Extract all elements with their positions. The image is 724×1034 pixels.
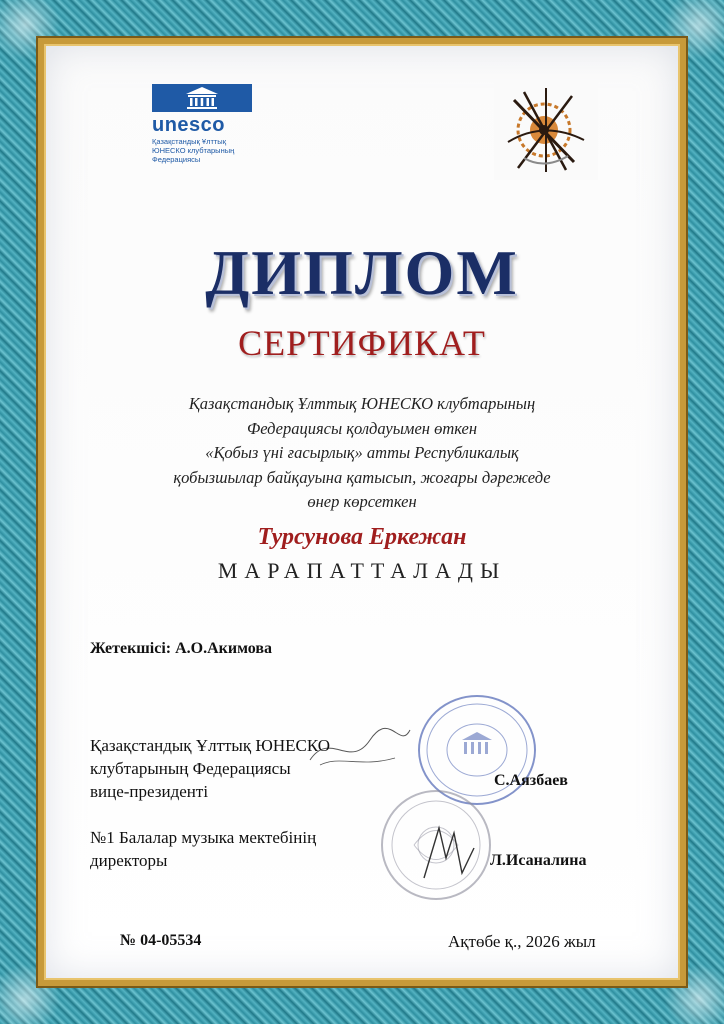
vice-president-title-line: вице-президенті — [90, 782, 209, 801]
award-verb: МАРАПАТТАЛАДЫ — [217, 558, 507, 583]
director-title — [90, 826, 390, 872]
unesco-wordmark: unesco — [152, 114, 226, 136]
certificate-number: № 04-05534 — [120, 932, 202, 949]
director-name: Л.Исаналина — [490, 852, 587, 869]
award-description — [100, 392, 624, 515]
place-and-year: Ақтөбе қ., 2026 жыл — [448, 932, 596, 951]
vice-president-name: С.Аязбаев — [494, 772, 568, 789]
unesco-subtitle-line: ЮНЕСКО клубтарының — [152, 146, 235, 155]
unesco-temple-icon — [152, 84, 252, 112]
vice-president-title — [90, 734, 420, 803]
description-line: өнер көрсеткен — [307, 492, 417, 511]
certificate-subtitle: СЕРТИФИКАТ — [238, 323, 486, 363]
director-title-line: директоры — [90, 851, 168, 870]
kobyz-festival-logo — [494, 80, 598, 180]
unesco-subtitle-line: Қазақстандық Ұлттық — [152, 137, 226, 146]
recipient-name: Турсунова Еркежан — [257, 524, 467, 550]
vice-president-title-line: Қазақстандық Ұлттық ЮНЕСКО — [90, 736, 331, 755]
diploma-title: ДИПЛОМ — [205, 237, 519, 308]
unesco-subtitle-line: Федерациясы — [152, 155, 201, 164]
vice-president-title-line: клубтарының Федерациясы — [90, 759, 291, 778]
description-line: қобызшылар байқауына қатысып, жоғары дәрежеде — [173, 467, 551, 487]
leader-line: Жетекшісі: А.О.Акимова — [90, 640, 273, 657]
unesco-logo — [152, 84, 262, 164]
director-title-line: №1 Балалар музыка мектебінің — [90, 828, 317, 847]
description-line: «Қобыз үні ғасырлық» атты Республикалық — [205, 443, 519, 462]
description-line: Қазақстандық Ұлттық ЮНЕСКО клубтарының — [188, 394, 536, 413]
director-signature — [414, 818, 484, 888]
description-line: Федерациясы қолдауымен өткен — [246, 418, 478, 438]
